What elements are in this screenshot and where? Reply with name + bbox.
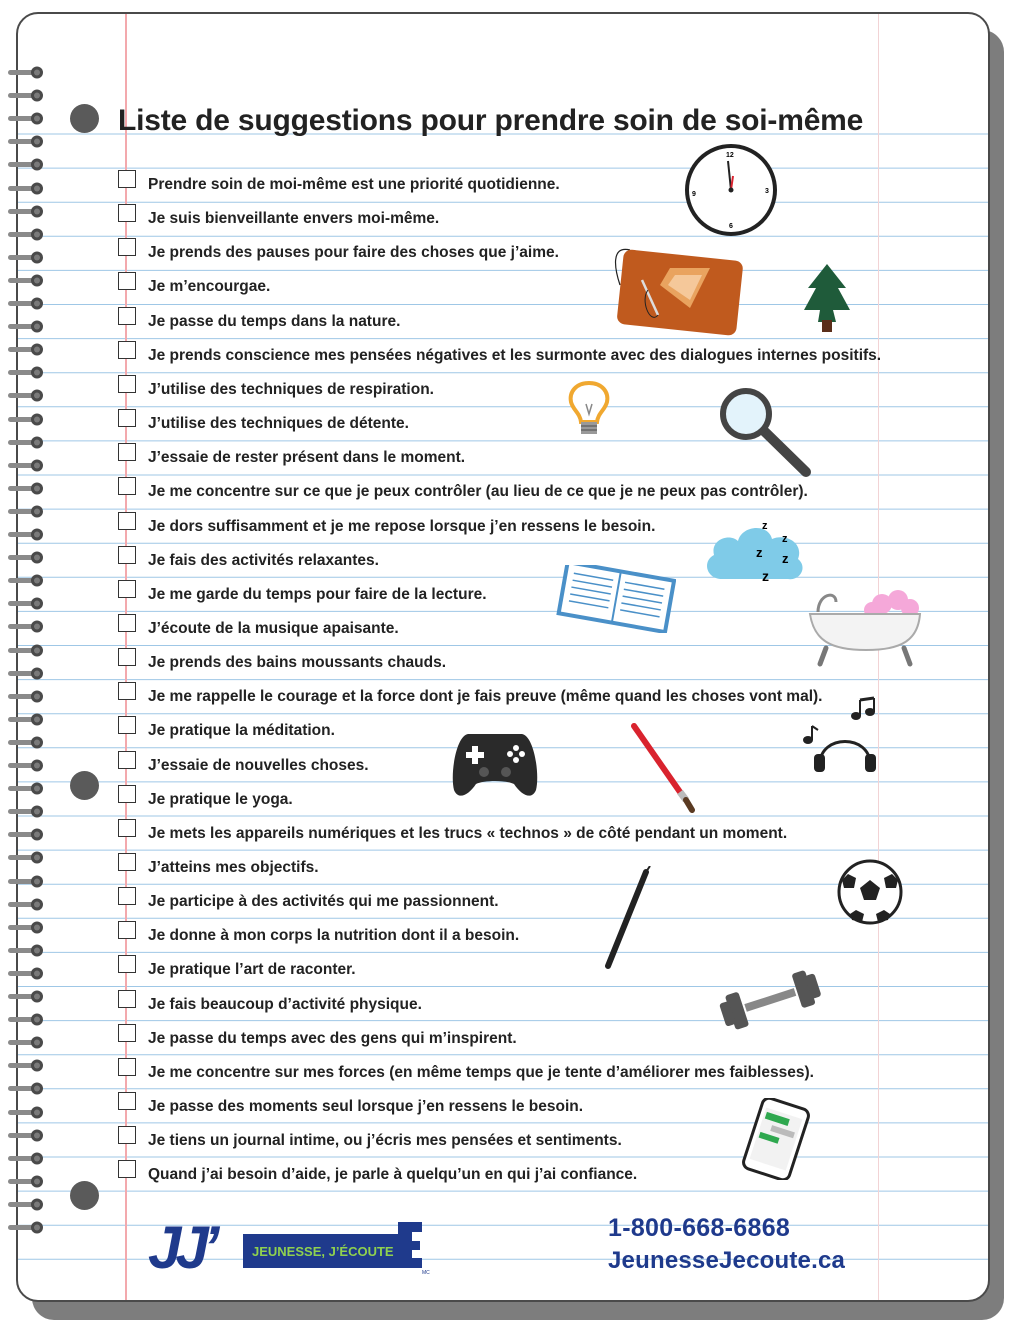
checklist-item-label: Je dors suffisamment et je me repose lorsque j’en ressens le besoin. <box>148 517 656 535</box>
logo-trademark: MC <box>422 1270 430 1276</box>
checklist-item <box>118 439 465 469</box>
paintbrush-icon <box>628 722 700 814</box>
checkbox[interactable] <box>118 238 136 256</box>
binder-hole-top <box>70 104 99 133</box>
checklist-item <box>118 473 808 503</box>
spiral-ring <box>6 274 46 287</box>
pen-icon <box>600 866 656 972</box>
spiral-ring <box>6 782 46 795</box>
lightbulb-icon <box>566 380 612 442</box>
spiral-ring <box>6 1198 46 1211</box>
checklist-item <box>118 747 369 777</box>
jeunesse-jecoute-logo <box>148 1216 433 1285</box>
spiral-ring <box>6 1082 46 1095</box>
checklist-item-label: Je passe du temps dans la nature. <box>148 312 401 330</box>
checklist-item-label: J’atteins mes objectifs. <box>148 859 319 876</box>
spiral-ring <box>6 1106 46 1119</box>
checklist-item <box>118 1020 517 1050</box>
spiral-ring <box>6 459 46 472</box>
logo-text: JEUNESSE, J’ÉCOUTE <box>252 1244 394 1259</box>
checkbox[interactable] <box>118 1024 136 1042</box>
spiral-ring <box>6 1175 46 1188</box>
binder-hole-bottom <box>70 1181 99 1210</box>
checklist-item-label: Je passe des moments seul lorsque j’en ressens le besoin. <box>148 1098 584 1115</box>
spiral-ring <box>6 413 46 426</box>
checklist-item <box>118 303 400 333</box>
checklist-item <box>118 542 379 572</box>
checkbox[interactable] <box>118 477 136 495</box>
sleep-z-4: z <box>782 551 789 566</box>
checklist-item <box>118 678 822 708</box>
spiral-ring <box>6 343 46 356</box>
phone-number[interactable]: 1-800-668-6868 <box>608 1214 791 1242</box>
website-link[interactable]: JeunesseJecoute.ca <box>608 1247 846 1274</box>
binder-hole-middle <box>70 771 99 800</box>
spiral-ring <box>6 620 46 633</box>
spiral-ring <box>6 574 46 587</box>
checklist-item <box>118 405 409 435</box>
spiral-ring <box>6 667 46 680</box>
sleep-z-5: z <box>762 568 769 584</box>
spiral-ring <box>6 182 46 195</box>
checklist-item <box>118 644 446 674</box>
spiral-ring <box>6 1221 46 1234</box>
checkbox[interactable] <box>118 409 136 427</box>
spiral-ring <box>6 898 46 911</box>
checklist-item <box>118 986 422 1016</box>
checklist-item-label: Je participe à des activités qui me passionnent. <box>148 893 499 911</box>
checklist-item <box>118 576 487 606</box>
spiral-ring <box>6 828 46 841</box>
checklist-item <box>118 883 499 913</box>
checklist-item-label: Je m’encourgae. <box>148 278 271 296</box>
spiral-ring <box>6 112 46 125</box>
checklist-item-label: Je donne à mon corps la nutrition dont il a besoin. <box>148 927 520 945</box>
checkbox[interactable] <box>118 887 136 905</box>
checklist-item-label: Je me concentre sur ce que je peux contrôler (au lieu de ce que je ne peux pas contrôler). <box>148 483 808 501</box>
spiral-ring <box>6 736 46 749</box>
checklist-item-label: Je tiens un journal intime, ou j’écris mes pensées et sentiments. <box>148 1132 622 1150</box>
spiral-ring <box>6 967 46 980</box>
logo-mark <box>148 1216 433 1280</box>
checkbox[interactable] <box>118 170 136 188</box>
checklist-item <box>118 268 270 298</box>
checklist-item <box>118 166 560 196</box>
checklist-item-label: Prendre soin de moi-même est une priorité quotidienne. <box>148 176 560 193</box>
checklist-item <box>118 1088 583 1118</box>
checklist-item <box>118 1122 622 1152</box>
spiral-ring <box>6 713 46 726</box>
clock-icon <box>683 142 779 238</box>
checklist-item <box>118 712 335 742</box>
checklist-item-label: Je mets les appareils numériques et les trucs « technos » de côté pendant un moment. <box>148 824 788 842</box>
checklist-item-label: Je fais des activités relaxantes. <box>148 551 379 569</box>
spiral-ring <box>6 551 46 564</box>
checkbox[interactable] <box>118 785 136 803</box>
clock-number-9: 9 <box>692 191 696 198</box>
checkbox[interactable] <box>118 819 136 837</box>
clock-number-3: 3 <box>765 188 769 195</box>
checkbox[interactable] <box>118 648 136 666</box>
checklist-item <box>118 917 519 947</box>
sleep-z-2: z <box>782 533 788 545</box>
checkbox[interactable] <box>118 546 136 564</box>
checkbox[interactable] <box>118 580 136 598</box>
spiral-ring <box>6 1036 46 1049</box>
checklist-item-label: Je me concentre sur mes forces (en même temps que je tente d’améliorer mes faiblesses). <box>148 1063 814 1081</box>
spiral-ring <box>6 436 46 449</box>
sewing-icon <box>600 240 750 340</box>
soccer-ball-icon <box>836 858 904 926</box>
spiral-ring <box>6 135 46 148</box>
checklist-item-label: Je fais beaucoup d’activité physique. <box>148 995 422 1013</box>
checklist-item <box>118 371 434 401</box>
checklist-item-label: J’utilise des techniques de détente. <box>148 415 409 432</box>
spiral-ring <box>6 644 46 657</box>
checklist-item <box>118 781 293 811</box>
checklist-item-label: Je pratique le yoga. <box>148 790 293 808</box>
sleep-z-3: z <box>756 545 763 560</box>
checklist-item <box>118 849 319 879</box>
tree-icon <box>800 262 854 334</box>
checklist-item-label: Je prends des pauses pour faire des choses que j’aime. <box>148 244 559 262</box>
spiral-ring <box>6 990 46 1003</box>
checklist-item-label: Quand j’ai besoin d’aide, je parle à quelqu’un en qui j’ai confiance. <box>148 1166 638 1184</box>
spiral-ring <box>6 690 46 703</box>
spiral-ring <box>6 297 46 310</box>
spiral-ring <box>6 528 46 541</box>
checklist-item <box>118 610 399 640</box>
spiral-ring <box>6 1013 46 1026</box>
checkbox[interactable] <box>118 341 136 359</box>
checkbox[interactable] <box>118 443 136 461</box>
spiral-ring <box>6 389 46 402</box>
spiral-ring <box>6 251 46 264</box>
contact-info <box>608 1214 845 1275</box>
checkbox[interactable] <box>118 990 136 1008</box>
checkbox[interactable] <box>118 204 136 222</box>
clock-number-6: 6 <box>729 223 733 230</box>
checkbox[interactable] <box>118 272 136 290</box>
phone-icon <box>738 1098 814 1180</box>
sleep-z-1: z <box>762 520 768 532</box>
spiral-ring <box>6 1129 46 1142</box>
spiral-ring <box>6 1059 46 1072</box>
spiral-ring <box>6 851 46 864</box>
checkbox[interactable] <box>118 512 136 530</box>
checklist-item-label: J’essaie de rester présent dans le moment. <box>148 449 466 467</box>
spiral-ring <box>6 505 46 518</box>
spiral-ring <box>6 921 46 934</box>
checklist-item-label: Je suis bienveillante envers moi-même. <box>148 210 440 228</box>
checkbox[interactable] <box>118 716 136 734</box>
checkbox[interactable] <box>118 1126 136 1144</box>
spiral-ring <box>6 205 46 218</box>
spiral-ring <box>6 944 46 957</box>
spiral-ring <box>6 805 46 818</box>
checklist-item-label: Je me rappelle le courage et la force dont je fais preuve (même quand les choses vont mal). <box>148 688 823 706</box>
checklist-item <box>118 1156 637 1186</box>
checklist-item-label: Je pratique l’art de raconter. <box>148 961 356 979</box>
dumbbell-icon <box>718 968 822 1030</box>
checklist-item-label: Je pratique la méditation. <box>148 722 335 740</box>
checklist-item <box>118 815 787 845</box>
spiral-ring <box>6 158 46 171</box>
spiral-ring <box>6 366 46 379</box>
sleep-cloud-icon <box>700 515 810 587</box>
checklist-item-label: J’essaie de nouvelles choses. <box>148 756 369 774</box>
checklist-item <box>118 508 655 538</box>
checkbox[interactable] <box>118 1058 136 1076</box>
book-icon <box>556 565 676 633</box>
spiral-ring <box>6 597 46 610</box>
checklist-item <box>118 337 881 367</box>
spiral-ring <box>6 482 46 495</box>
spiral-ring <box>6 875 46 888</box>
checklist-item <box>118 234 559 264</box>
bathtub-icon <box>806 580 924 672</box>
checklist-item-label: Je me garde du temps pour faire de la lecture. <box>148 585 487 603</box>
checklist-item-label: J’utilise des techniques de respiration. <box>148 380 434 398</box>
clock-number-12: 12 <box>726 152 734 159</box>
checkbox[interactable] <box>118 1160 136 1178</box>
spiral-ring <box>6 228 46 241</box>
spiral-ring <box>6 1152 46 1165</box>
checkbox[interactable] <box>118 307 136 325</box>
checkbox[interactable] <box>118 853 136 871</box>
checkbox[interactable] <box>118 1092 136 1110</box>
spiral-ring <box>6 66 46 79</box>
checklist-item <box>118 1054 814 1084</box>
spiral-ring <box>6 320 46 333</box>
checkbox[interactable] <box>118 751 136 769</box>
magnifier-icon <box>718 388 814 480</box>
spiral-ring <box>6 89 46 102</box>
page-title: Liste de suggestions pour prendre soin de soi-même <box>118 104 864 138</box>
checkbox[interactable] <box>118 375 136 393</box>
headphones-icon <box>812 726 878 774</box>
checklist-item <box>118 200 439 230</box>
checklist-item-label: J’écoute de la musique apaisante. <box>148 620 399 637</box>
checklist-item-label: Je prends conscience mes pensées négatives et les surmonte avec des dialogues internes positifs. <box>148 346 882 364</box>
checklist-item-label: Je prends des bains moussants chauds. <box>148 654 447 672</box>
checkbox[interactable] <box>118 614 136 632</box>
checkbox[interactable] <box>118 682 136 700</box>
checkbox[interactable] <box>118 921 136 939</box>
logo-letters: JJ’ <box>148 1216 214 1280</box>
spiral-ring <box>6 759 46 772</box>
checklist-item <box>118 951 356 981</box>
checkbox[interactable] <box>118 955 136 973</box>
checklist-item-label: Je passe du temps avec des gens qui m’inspirent. <box>148 1029 517 1047</box>
gamepad-icon <box>450 724 540 802</box>
